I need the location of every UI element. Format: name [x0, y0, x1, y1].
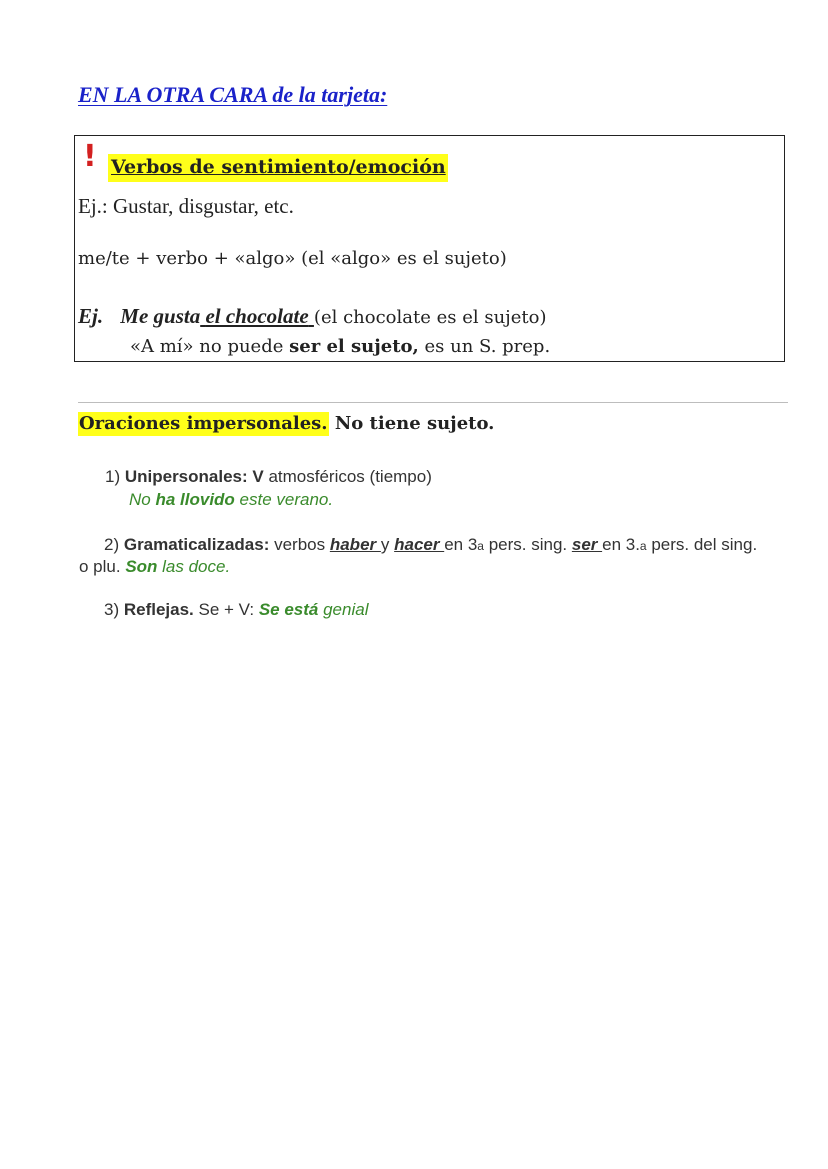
exclamation-icon: !	[83, 139, 97, 174]
list-item-gramaticalizadas-cont	[79, 557, 230, 577]
prep-note-text-c: es un S. prep.	[418, 336, 551, 357]
item-number: 2)	[104, 535, 124, 554]
item-text: en 3	[444, 535, 478, 554]
example-text: genial	[318, 600, 369, 619]
example-text: las doce.	[157, 557, 231, 576]
box-title: Verbos de sentimiento/emoción	[108, 154, 448, 182]
item-text: y	[380, 535, 395, 554]
grammar-card-box	[74, 135, 785, 362]
item-number: 1)	[105, 467, 125, 486]
section-title-highlight: Oraciones impersonales.	[79, 413, 328, 434]
ordinal-mark: a	[639, 539, 647, 553]
item-v: V	[247, 467, 264, 486]
ordinal-mark: a	[477, 539, 484, 553]
example-label: Ej.	[78, 304, 104, 328]
example-verb: Me gusta	[120, 304, 201, 328]
list-item-unipersonales	[105, 467, 432, 487]
list-item-gramaticalizadas	[104, 535, 757, 555]
example-sentence-line	[78, 304, 547, 329]
verb-haber: haber	[329, 535, 381, 554]
example-note: (el chocolate es el sujeto)	[313, 307, 547, 328]
prep-note-line	[130, 336, 550, 357]
prep-note-text-a: «A mí» no puede	[130, 336, 290, 357]
section-title	[78, 413, 494, 434]
example-bold: ha llovido	[155, 490, 235, 509]
examples-line: Ej.: Gustar, disgustar, etc.	[78, 194, 294, 218]
example-bold: Se está	[258, 600, 319, 619]
item-text: Se + V:	[193, 600, 259, 619]
item-text: o plu.	[79, 557, 126, 576]
horizontal-divider	[78, 402, 788, 403]
example-bold: Son	[125, 557, 158, 576]
example-text: este verano.	[234, 490, 334, 509]
list-item-unipersonales-example	[129, 490, 333, 510]
example-subject: el chocolate	[205, 304, 309, 328]
item-number: 3)	[104, 600, 124, 619]
pattern-line: me/te + verbo + «algo» (el «algo» es el sujeto)	[78, 248, 507, 269]
example-text: No	[129, 490, 156, 509]
item-label: Reflejas.	[123, 600, 194, 619]
item-label: Gramaticalizadas:	[123, 535, 270, 554]
prep-note-bold: ser el sujeto,	[289, 336, 419, 357]
item-text: pers. del sing.	[646, 535, 758, 554]
item-label: Unipersonales:	[124, 467, 248, 486]
list-item-reflejas	[104, 600, 368, 620]
verb-hacer: hacer	[394, 535, 445, 554]
item-text: en 3.	[602, 535, 640, 554]
verb-ser: ser	[571, 535, 603, 554]
section-title-rest: No tiene sujeto.	[328, 413, 495, 434]
page-heading: EN LA OTRA CARA de la tarjeta:	[78, 82, 388, 107]
item-text: verbos	[269, 535, 330, 554]
item-text: pers. sing.	[483, 535, 572, 554]
item-text: atmosféricos (tiempo)	[263, 467, 432, 486]
